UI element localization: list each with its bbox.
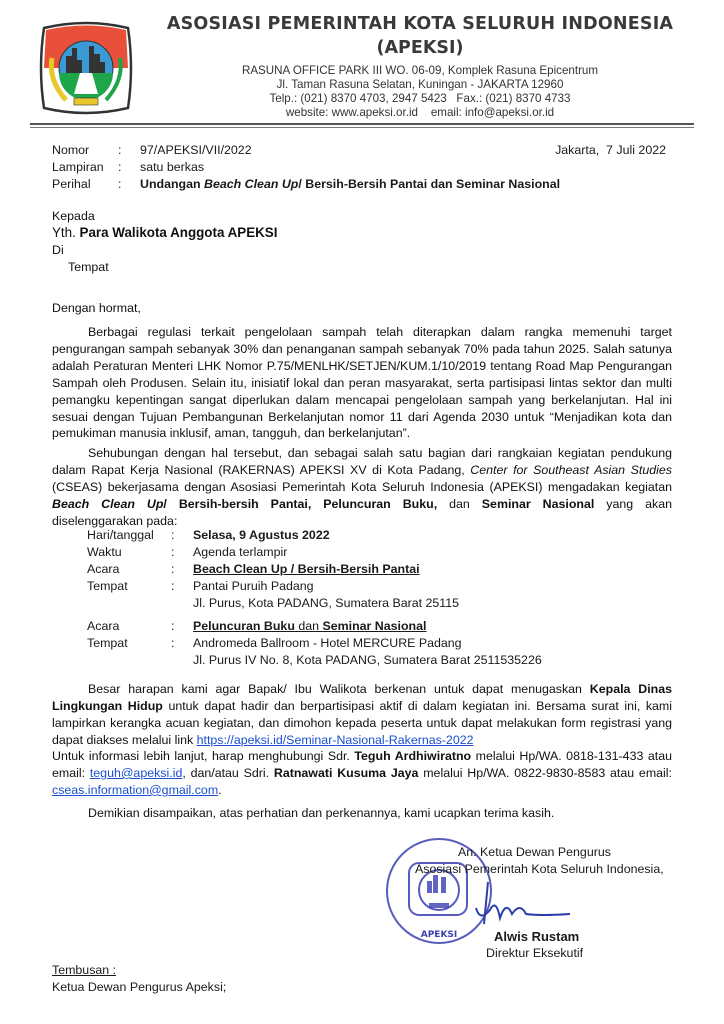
letter-date: Jakarta, 7 Juli 2022: [555, 143, 666, 157]
perihal-value: Undangan Beach Clean Up/ Bersih-Bersih Pantai dan Seminar Nasional: [140, 177, 561, 191]
lampiran-value: satu berkas: [140, 160, 205, 174]
kepada: Kepada: [52, 209, 95, 223]
email-link-cseas[interactable]: cseas.information@gmail.com: [52, 782, 219, 797]
detail-tempat-2: Tempat : Andromeda Ballroom - Hotel MERCURE Padang: [87, 636, 462, 650]
nomor-label: Nomor: [52, 143, 90, 157]
signer-title: Direktur Eksekutif: [486, 946, 584, 960]
detail-acara-1: Acara : Beach Clean Up / Bersih-Bersih Pantai: [87, 562, 420, 576]
detail-tempat-2-address: Jl. Purus IV No. 8, Kota PADANG, Sumatera Barat 2511535226: [193, 653, 542, 667]
email-link-teguh[interactable]: teguh@apeksi.id: [89, 765, 183, 780]
meta-nomor: [52, 143, 252, 157]
paragraph-2: Sehubungan dengan hal tersebut, dan sebagai salah satu bagian dari rangkaian kegiatan pendukung dalam Rapat Kerja Nasional (RAKERNAS) APEKSI XV di Kota Padang, Center for Southeast Asian Studies (CSEAS) bekerjasama dengan Asosiasi Pemerintah Kota Seluruh Indonesia (APEKSI) mengadakan kegiatan Beach Clean Up/ Bersih-bersih Pantai, Peluncuran Buku, dan Seminar Nasional yang akan diselenggarakan pada:: [52, 446, 676, 528]
greeting: Dengan hormat,: [52, 301, 141, 315]
perihal-label: Perihal: [52, 177, 91, 191]
colon: :: [118, 160, 122, 174]
tempat: Tempat: [68, 259, 109, 274]
address-line-2: Jl. Taman Rasuna Selatan, Kuningan - JAKARTA 12960: [276, 78, 564, 91]
paragraph-5: Demikian disampaikan, atas perhatian dan perkenannya, kami ucapkan terima kasih.: [88, 806, 555, 820]
nomor-value: 97/APEKSI/VII/2022: [140, 143, 252, 157]
phone-line: Telp.: (021) 8370 4703, 2947 5423 Fax.: (021) 8370 4733: [269, 92, 571, 105]
detail-waktu: Waktu : Agenda terlampir: [87, 545, 288, 559]
paragraph-4: Untuk informasi lebih lanjut, harap menghubungi Sdr. Teguh Ardhiwiratno melalui Hp/WA. 0818-131-433 atau email: teguh@apeksi.id, dan/atau Sdri. Ratnawati Kusuma Jaya melalui Hp/WA. 0822-9830-8583 atau email: cseas.information@gmail.com.: [52, 749, 672, 797]
signer-name: Alwis Rustam: [494, 929, 580, 944]
registration-link[interactable]: https://apeksi.id/Seminar-Nasional-Rakernas-2022: [196, 732, 474, 747]
detail-hari: Hari/tanggal : Selasa, 9 Agustus 2022: [87, 528, 330, 542]
detail-acara-2: Acara : Peluncuran Buku dan Seminar Nasional: [87, 619, 427, 633]
colon: :: [118, 177, 122, 191]
detail-tempat-1: Tempat : Pantai Puruih Padang: [87, 579, 314, 593]
signature-line-1: An. Ketua Dewan Pengurus: [458, 845, 611, 859]
recipient-name: Yth. Para Walikota Anggota APEKSI: [52, 224, 278, 240]
org-abbr: (APEKSI): [376, 38, 464, 58]
letterhead-address: [180, 64, 660, 120]
header-divider-thin: [30, 127, 694, 128]
header-divider: [30, 123, 694, 125]
colon: :: [118, 143, 122, 157]
meta-perihal: [52, 177, 560, 191]
recipient-block: [52, 208, 672, 276]
stamp-label: APEKSI: [420, 930, 458, 940]
apeksi-logo-icon: [36, 18, 136, 118]
signature-scribble-icon: [470, 880, 580, 930]
address-line-1: RASUNA OFFICE PARK III WO. 06-09, Komplek Rasuna Epicentrum: [241, 64, 599, 77]
cc-label: Tembusan :: [52, 963, 117, 977]
org-name: ASOSIASI PEMERINTAH KOTA SELURUH INDONESIA: [166, 14, 674, 34]
paragraph-3: Besar harapan kami agar Bapak/ Ibu Walikota berkenan untuk dapat menugaskan Kepala Dinas Lingkungan Hidup untuk dapat hadir dan berpartisipasi aktif di dalam kegiatan ini. Bersama surat ini, kami lampirkan kerangka acuan kegiatan, dan dimohon kepada peserta untuk dapat melakukan form registrasi yang dapat diakses melalui link https://apeksi.id/Seminar-Nasional-Rakernas-2022: [52, 682, 672, 747]
lampiran-label: Lampiran: [52, 160, 104, 174]
signature-line-2: Asosiasi Pemerintah Kota Seluruh Indonesia,: [415, 862, 664, 876]
cc-item: Ketua Dewan Pengurus Apeksi;: [52, 980, 227, 994]
paragraph-1: Berbagai regulasi terkait pengelolaan sampah telah diterapkan dalam rangka memenuhi target pengurangan sampah sebanyak 30% dan penanganan sampah sebanyak 70% pada tahun 2025. Salah satunya adalah Peraturan Menteri LHK Nomor P.75/MENLHK/SETJEN/KUM.1/10/2019 tentang Road Map Pengurangan Sampah oleh Produsen. Selain itu, inisiatif lokal dan peran masyarakat, serta partisipasi lintas sektor dan multi pemangku kepentingan sangat diperlukan dalam mencapai pengelolaan sampah yang berkelanjutan. Hal ini sesuai dengan Tujuan Pembangunan Berkelanjutan nomor 11 dari Agenda 2030 untuk “Menjadikan kota dan pemukiman manusia inklusif, aman, tangguh, dan berkelanjutan”.: [52, 325, 672, 441]
web-line: website: www.apeksi.or.id email: info@apeksi.or.id: [285, 106, 555, 119]
meta-lampiran: [52, 160, 204, 174]
di: Di: [52, 242, 64, 257]
detail-tempat-1-address: Jl. Purus, Kota PADANG, Sumatera Barat 25115: [193, 596, 460, 610]
